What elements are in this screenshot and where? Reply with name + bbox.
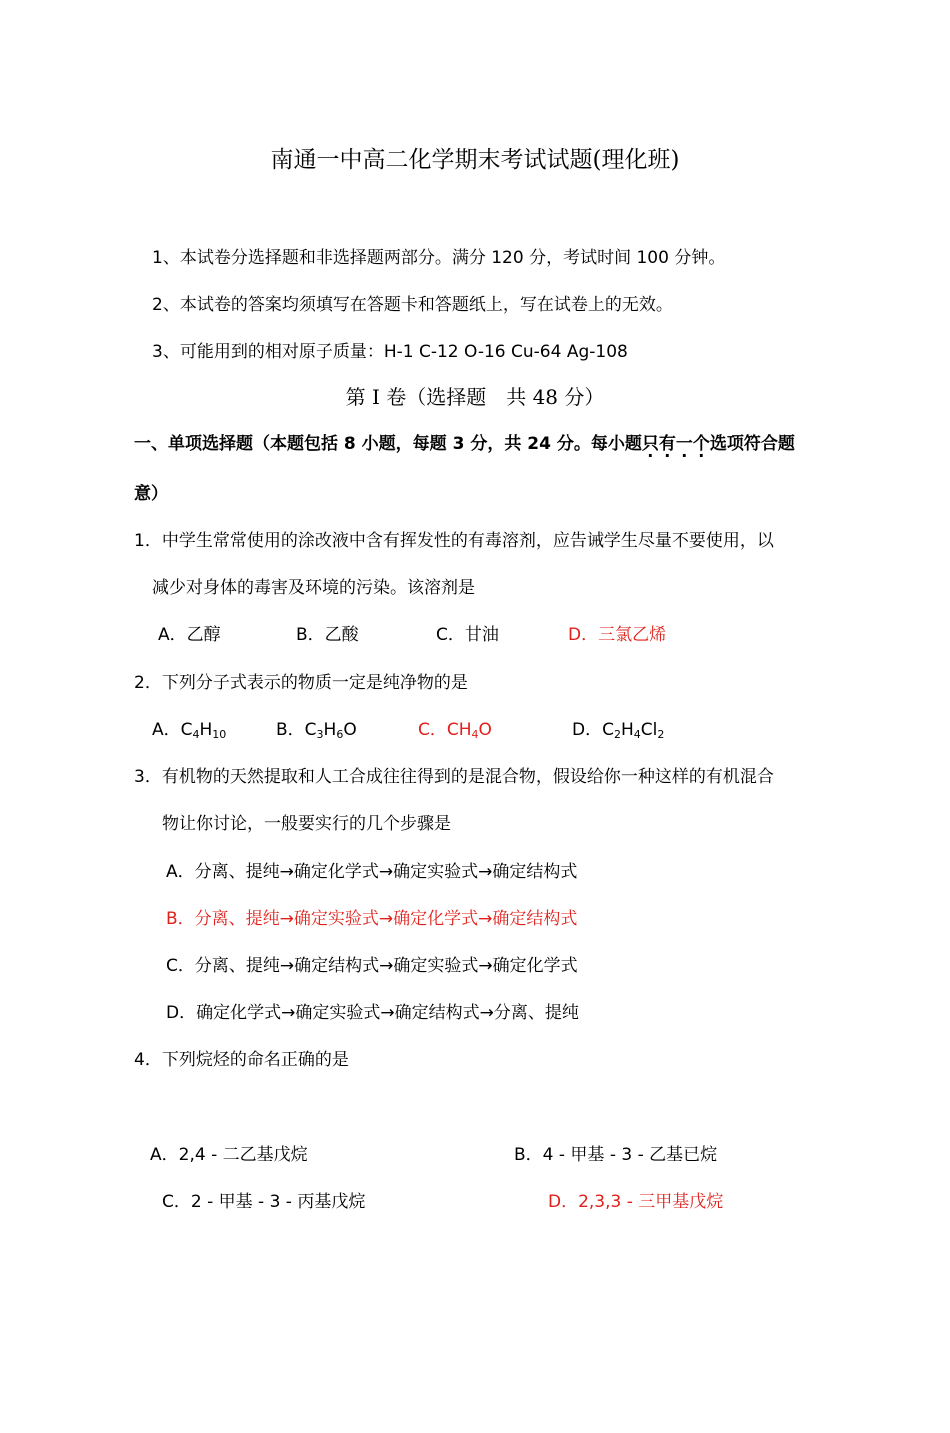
- emphasis-char: 只: [641, 434, 659, 454]
- q4-option-b: B．4 - 甲基 - 3 - 乙基已烷: [514, 1145, 718, 1165]
- q4-option-d-answer: D．2,3,3 - 三甲基戊烷: [548, 1192, 724, 1212]
- note-1: 1、本试卷分选择题和非选择题两部分。满分 120 分，考试时间 100 分钟。: [152, 248, 726, 268]
- note-3: 3、可能用到的相对原子质量：H-1 C-12 O-16 Cu-64 Ag-108: [152, 342, 628, 362]
- q3-option-d: D．确定化学式→确定实验式→确定结构式→分离、提纯: [166, 1003, 579, 1023]
- q3-stem-line2: 物让你讨论，一般要实行的几个步骤是: [162, 814, 451, 834]
- note-2: 2、本试卷的答案均须填写在答题卡和答题纸上，写在试卷上的无效。: [152, 295, 673, 315]
- q1-stem-line1: 1．中学生常常使用的涂改液中含有挥发性的有毒溶剂，应告诫学生尽量不要使用，以: [134, 531, 774, 551]
- q1-option-d-answer: D．三氯乙烯: [568, 625, 667, 645]
- emphasis-char: 一: [675, 434, 693, 454]
- q4-stem: 4．下列烷烃的命名正确的是: [134, 1050, 349, 1070]
- q1-option-c: C．甘油: [436, 625, 499, 645]
- section-title: 第 I 卷（选择题 共 48 分）: [345, 385, 605, 409]
- q2-option-b: B．$C_3H_6O$: [276, 720, 357, 741]
- q3-stem-line1: 3．有机物的天然提取和人工合成往往得到的是混合物，假设给你一种这样的有机混合: [134, 767, 774, 787]
- part1-heading-cont: 意）: [134, 484, 168, 504]
- page-title: 南通一中高二化学期末考试试题(理化班): [270, 147, 680, 173]
- q3-option-b-answer: B．分离、提纯→确定实验式→确定化学式→确定结构式: [166, 909, 578, 929]
- q4-option-c: C．2 - 甲基 - 3 - 丙基戊烷: [162, 1192, 366, 1212]
- q3-option-c: C．分离、提纯→确定结构式→确定实验式→确定化学式: [166, 956, 578, 976]
- q2-option-d: D．$C_2H_4Cl_2$: [572, 720, 665, 741]
- q2-option-c-answer: C．$CH_4O$: [418, 720, 492, 741]
- q3-option-a: A．分离、提纯→确定化学式→确定实验式→确定结构式: [166, 862, 578, 882]
- emphasis-char: 个: [692, 434, 710, 454]
- q1-option-b: B．乙酸: [296, 625, 359, 645]
- q2-stem: 2．下列分子式表示的物质一定是纯净物的是: [134, 673, 468, 693]
- q2-option-a: A．$C_4H_{10}$: [152, 720, 227, 741]
- q1-option-a: A．乙醇: [158, 625, 221, 645]
- q4-option-a: A．2,4 - 二乙基戊烷: [150, 1145, 308, 1165]
- q1-stem-line2: 减少对身体的毒害及环境的污染。该溶剂是: [152, 578, 475, 598]
- emphasis-char: 有: [658, 434, 676, 454]
- part1-heading: 一、单项选择题（本题包括 8 小题，每题 3 分，共 24 分。每小题只有一个选项符合题: [134, 434, 795, 454]
